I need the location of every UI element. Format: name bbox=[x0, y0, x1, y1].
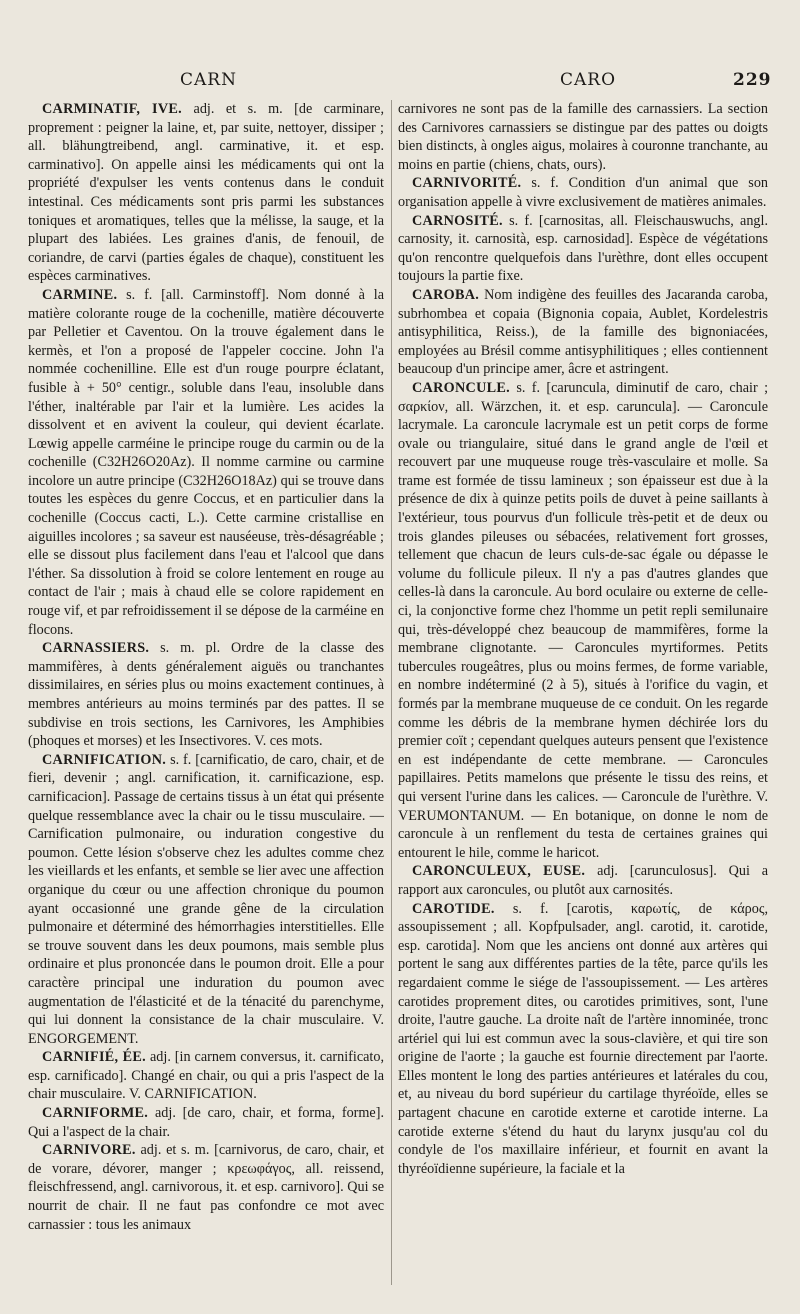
dictionary-entry bbox=[28, 1104, 384, 1141]
entry-text: adj. [de caro, chair, et forma, forme]. Qui a l'aspect de la chair. bbox=[28, 1105, 384, 1140]
entry-headword: CAROBA. bbox=[412, 286, 480, 303]
entry-text: s. f. Condition d'un animal que son organisation appelle à vivre exclusivement de matières animales. bbox=[398, 175, 768, 210]
dictionary-entry bbox=[398, 212, 768, 286]
entry-headword: CARNOSITÉ. bbox=[412, 212, 503, 229]
right-column bbox=[398, 100, 768, 1290]
entry-headword: CARMINE. bbox=[42, 286, 118, 303]
running-head-right: CARO bbox=[560, 70, 617, 90]
dictionary-entry bbox=[28, 100, 384, 286]
entry-headword: CARNIFIÉ, ÉE. bbox=[42, 1049, 147, 1066]
entry-text: s. f. [all. Carminstoff]. Nom donné à la matière colorante rouge de la cochenille, matière découverte par Pelletier et Caventou. On la trouve également dans le kermès, et l'on a proposé de l'appeler coccine. John l'a nommée cochenilline. Elle est d'un rouge pourpre éclatant, fusible à + 50° centigr., soluble dans l'eau, insoluble dans l'éther, inaltérable par l'air et la lumière. Les acides la dissolvent et en avivent la couleur, qui devient écarlate. Lœwig appelle carméine le principe rouge du carmin ou de la cochenille (C32H26O20Az). Il nomme carmine ou carmine incolore un autre principe (C32H26O18Az) qui se trouve dans toutes les espèces du genre Coccus, et en particulier dans la cochenille (Coccus cacti, L.). Cette carmine cristallise en aiguilles incolores ; sa saveur est nauséeuse, très-désagréable ; elle se dissout plus facilement dans l'eau et l'alcool que dans l'éther. Sa dissolution à froid se colore lentement en rouge au contact de l'air ; mais à chaud elle se colore rapidement en rouge vif, et par refroidissement il se dépose de la carméine en flocons. bbox=[28, 286, 384, 638]
entry-text: adj. [carunculosus]. Qui a rapport aux caroncules, ou plutôt aux carnosités. bbox=[398, 863, 768, 898]
dictionary-entry bbox=[28, 286, 384, 639]
entry-headword: CARMINATIF, IVE. bbox=[42, 101, 183, 117]
entry-text: s. f. [caruncula, diminutif de caro, chair ; σαρκίον, all. Wärzchen, it. et esp. caruncula]. — Caroncule lacrymale. La caroncule lacrymale est un petit corps de forme ovale ou triangulaire, situé dans le grand angle de l'œil et recouvert par une muqueuse rouge très-vasculaire et molle. Sa trame est formée de tissu lamineux ; son épaisseur est due à la présence de dix à quinze petits poils de duvet à peine saillants à l'extérieur, tous pourvus d'un follicule très-petit et de deux ou trois glandes pileuses ou sébacées, relativement fort grosses, tellement que chacun de leurs culs-de-sac égale ou dépasse le volume du follicule pileux. Il n'y a pas d'autres glandes que celles-là dans la caroncule. Au bord oculaire ou externe de celle-ci, la conjonctive forme chez l'homme un petit repli semilunaire qui, très-développé chez beaucoup de mammifères, forme la membrane clignotante. — Caroncules myrtiformes. Petits tubercules rougeâtres, plus ou moins fermes, de forme variable, en nombre indéterminé (2 à 5), situés à l'orifice du vagin, et formés par la membrane muqueuse de ce conduit. On les regarde comme les débris de la membrane hymen déchirée lors du premier coït ; cependant quelques auteurs pensent que l'existence en est indépendante de cette membrane. — Caroncules papillaires. Petits mamelons que présente le tissu des reins, et qui versent l'urine dans les calices. — Caroncule de l'urèthre. V. VERUMONTANUM. — En botanique, on donne le nom de caroncule à un renflement du testa de certaines graines qui entourent le hile, comme le haricot. bbox=[398, 379, 768, 861]
entry-text: adj. et s. m. [de carminare, proprement : peigner la laine, et, par suite, nettoyer, dissiper ; all. blähungtreibend, angl. carminative, it. et esp. carminativo]. On appelle ainsi les médicaments qui ont la propriété d'expulser les vents contenus dans le conduit intestinal. Ces médicaments sont pris parmi les substances toniques et aromatiques, telles que la mélisse, la sauge, et la plupart des labiées. Les graines d'anis, de fenouil, de coriandre, de carvi (parties égales de chaque), constituent les espèces carminatives. bbox=[28, 101, 384, 285]
dictionary-entry bbox=[28, 1048, 384, 1104]
entry-text: s. f. [carotis, καρωτίς, de κάρος, assoupissement ; all. Kopfpulsader, angl. carotid, it. carotide, esp. carotida]. Nom que les anciens ont donné aux artères qui portent le sang aux différentes parties de la tête, parce qu'ils les regardaient comme le siége de l'assoupissement. — Les artères carotides proprement dites, ou carotides primitives, sont, l'une droite, l'autre gauche. La droite naît de l'artère innominée, tronc artériel qui lui est commun avec la sous-clavière, et qui tire son origine de l'aorte ; la gauche est fournie directement par l'aorte. Elles montent le long des parties antérieures et latérales du cou, et, au niveau du bord supérieur du cartilage thyréoïde, elles se partagent chacune en carotide externe et carotide interne. La carotide externe s'étend du haut du larynx jusqu'au col du condyle de l'os maxillaire inférieur, et fournit en avant la thyréoïdienne supérieure, la faciale et la bbox=[398, 900, 768, 1177]
column-divider bbox=[391, 100, 392, 1285]
entry-text: Nom indigène des feuilles des Jacaranda caroba, subrhombea et copaia (Bignonia copaia, Aublet, Kordelestris antisyphilitica, Reiss.), de la famille des bignoniacées, employées au Brésil comme antisyphilitiques ; elles contiennent beaucoup d'un principe amer, âcre et astringent. bbox=[398, 286, 768, 378]
dictionary-entry bbox=[398, 286, 768, 379]
dictionary-entry bbox=[398, 862, 768, 899]
entry-headword: CARNASSIERS. bbox=[42, 640, 150, 657]
entry-headword: CARNIFICATION. bbox=[42, 751, 167, 768]
running-head-left: CARN bbox=[180, 70, 237, 90]
entry-text: s. f. [carnificatio, de caro, chair, et de fieri, devenir ; angl. carnification, it. carnificazione, esp. carnificacion]. Passage de certains tissus à un état qui présente quelque ressemblance avec la chair ou le tissu musculaire. — Carnification pulmonaire, ou induration congestive du poumon. Cette lésion s'observe chez les adultes comme chez les vieillards et les enfants, et semble se lier avec une affection organique du cœur ou une affection chronique du poumon ayant occasionné une grande gêne de la circulation pulmonaire et déterminé des hémorrhagies interstitielles. Elle se trouve souvent dans les deux poumons, mais semble plus ordinaire et plus prononcée dans le poumon droit. Elle a pour caractère principal une induration du poumon avec augmentation de l'élasticité et de la ténacité du parenchyme, qui lui donnent la consistance de la chair musculaire. V. ENGORGEMENT. bbox=[28, 751, 384, 1047]
dictionary-entry bbox=[28, 751, 384, 1049]
entry-text: s. f. [carnositas, all. Fleischauswuchs, angl. carnosity, it. carnosità, esp. carnosidad]. Espèce de végétations qu'on rencontre quelquefois dans l'urèthre, dont elles occupent toujours la partie fixe. bbox=[398, 212, 768, 285]
entry-headword: CARONCULE. bbox=[412, 379, 510, 396]
entry-text: carnivores ne sont pas de la famille des carnassiers. La section des Carnivores carnassiers se distingue par des pattes ou doigts bien distincts, à ongles aigus, molaires à couronne tranchante, au moins en partie (chiens, chats, ours). bbox=[398, 101, 768, 173]
entry-text: adj. [in carnem conversus, it. carnificato, esp. carnificado]. Changé en chair, ou qui a pris l'aspect de la chair musculaire. V. CARNIFICATION. bbox=[28, 1049, 384, 1103]
page-header bbox=[0, 70, 800, 100]
entry-headword: CARNIFORME. bbox=[42, 1105, 149, 1122]
page-number: 229 bbox=[733, 70, 772, 90]
entry-headword: CARNIVORE. bbox=[42, 1142, 136, 1159]
dictionary-entry bbox=[398, 379, 768, 862]
left-column bbox=[28, 100, 384, 1290]
dictionary-entry bbox=[28, 1141, 384, 1234]
entry-text: s. m. pl. Ordre de la classe des mammifères, à dents généralement aiguës ou tranchantes dissimilaires, en séries plus ou moins exactement continues, à membres antérieurs au moins terminés par des pattes. Il se subdivise en trois sections, les Carnivores, les Amphibies (phoques et morses) et les Insectivores. V. ces mots. bbox=[28, 640, 384, 750]
dictionary-entry-continued bbox=[398, 100, 768, 174]
entry-headword: CAROTIDE. bbox=[412, 900, 495, 917]
entry-headword: CARNIVORITÉ. bbox=[412, 175, 522, 192]
dictionary-entry bbox=[398, 900, 768, 1179]
dictionary-entry bbox=[28, 639, 384, 751]
dictionary-entry bbox=[398, 174, 768, 211]
entry-headword: CARONCULEUX, EUSE. bbox=[412, 863, 586, 880]
entry-text: adj. et s. m. [carnivorus, de caro, chair, et de vorare, dévorer, manger ; κρεωφάγος, all. reissend, fleischfressend, angl. carnivorous, it. et esp. carnivoro]. Qui se nourrit de chair. Il ne faut pas confondre ce mot avec carnassier : tous les animaux bbox=[28, 1142, 384, 1233]
